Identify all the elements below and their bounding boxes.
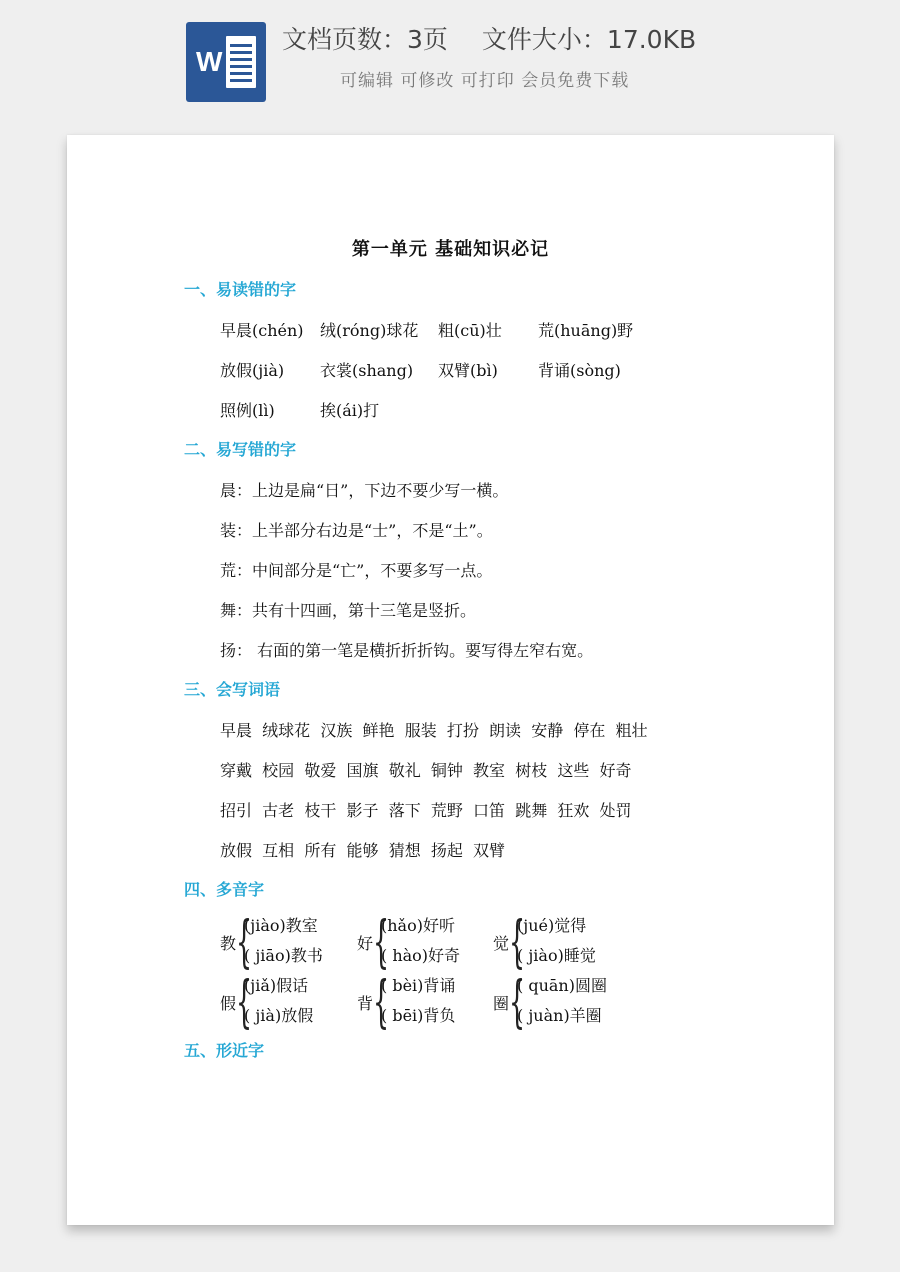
section-heading-5: 五、形近字 xyxy=(184,1041,265,1060)
vocab-line: 放假 互相 所有 能够 猜想 扬起 双臂 xyxy=(220,841,506,860)
reading-2: ( jià)放假 xyxy=(244,1006,314,1025)
word-item: 背诵(sòng) xyxy=(538,361,621,380)
note-line: 扬： 右面的第一笔是横折折折钩。要写得左窄右宽。 xyxy=(220,641,594,660)
polyphone-char: 觉 xyxy=(493,934,510,953)
reading-1: (hǎo)好听 xyxy=(381,916,455,935)
word-item: 衣裳(shang) xyxy=(320,361,414,380)
polyphone-char: 假 xyxy=(220,994,237,1013)
reading-2: ( jiào)睡觉 xyxy=(517,946,596,965)
note-line: 荒：中间部分是“亡”，不要多写一点。 xyxy=(220,561,493,580)
polyphone-char: 圈 xyxy=(493,994,510,1013)
word-item: 粗(cū)壮 xyxy=(438,321,502,340)
page-count: 文档页数：3页 xyxy=(282,25,448,54)
brace-mark: { xyxy=(236,910,253,975)
word-icon xyxy=(186,22,266,102)
note-line: 舞：共有十四画，第十三笔是竖折。 xyxy=(220,601,477,620)
reading-1: (jiào)教室 xyxy=(244,916,318,935)
file-size: 文件大小：17.0KB xyxy=(481,25,697,54)
reading-2: ( juàn)羊圈 xyxy=(517,1006,602,1025)
page-title: 第一单元 基础知识必记 xyxy=(351,239,550,260)
brace-mark: { xyxy=(373,910,390,975)
reading-2: ( jiāo)教书 xyxy=(244,946,323,965)
word-item: 放假(jià) xyxy=(220,361,285,380)
section-heading-4: 四、多音字 xyxy=(184,880,265,899)
document-page xyxy=(67,135,834,1225)
brace-mark: { xyxy=(509,910,526,975)
word-letter: W xyxy=(196,46,223,77)
vocab-line: 招引 古老 枝干 影子 落下 荒野 口笛 跳舞 狂欢 处罚 xyxy=(220,801,632,820)
brace-mark: { xyxy=(373,970,390,1035)
vocab-line: 早晨 绒球花 汉族 鲜艳 服装 打扮 朗读 安静 停在 粗壮 xyxy=(220,721,648,740)
word-item: 双臂(bì) xyxy=(438,361,498,380)
feature-list: 可编辑 可修改 可打印 会员免费下载 xyxy=(340,71,630,91)
header xyxy=(0,0,900,120)
section-heading-1: 一、易读错的字 xyxy=(184,280,297,299)
word-item: 绒(róng)球花 xyxy=(320,321,419,340)
section-heading-2: 二、易写错的字 xyxy=(184,440,297,459)
word-item: 挨(ái)打 xyxy=(320,401,380,420)
reading-1: ( bèi)背诵 xyxy=(381,976,456,995)
vocab-line: 穿戴 校园 敬爱 国旗 敬礼 铜钟 教室 树枝 这些 好奇 xyxy=(220,761,632,780)
polyphone-char: 好 xyxy=(357,934,374,953)
word-item: 早晨(chén) xyxy=(220,321,304,340)
word-item: 照例(lì) xyxy=(220,401,275,420)
word-item: 荒(huāng)野 xyxy=(538,321,634,340)
reading-1: ( quān)圆圈 xyxy=(517,976,607,995)
reading-2: ( bēi)背负 xyxy=(381,1006,456,1025)
note-line: 装：上半部分右边是“士”，不是“土”。 xyxy=(220,521,493,540)
brace-mark: { xyxy=(236,970,253,1035)
note-line: 晨：上边是扁“日”，下边不要少写一横。 xyxy=(220,481,509,500)
reading-2: ( hào)好奇 xyxy=(381,946,461,965)
polyphone-char: 背 xyxy=(357,994,374,1013)
document-lines-icon xyxy=(226,36,256,88)
reading-1: (jiǎ)假话 xyxy=(244,976,309,995)
polyphone-char: 教 xyxy=(220,934,237,953)
brace-mark: { xyxy=(509,970,526,1035)
section-heading-3: 三、会写词语 xyxy=(184,680,281,699)
reading-1: (jué)觉得 xyxy=(517,916,587,935)
file-meta xyxy=(282,22,696,58)
